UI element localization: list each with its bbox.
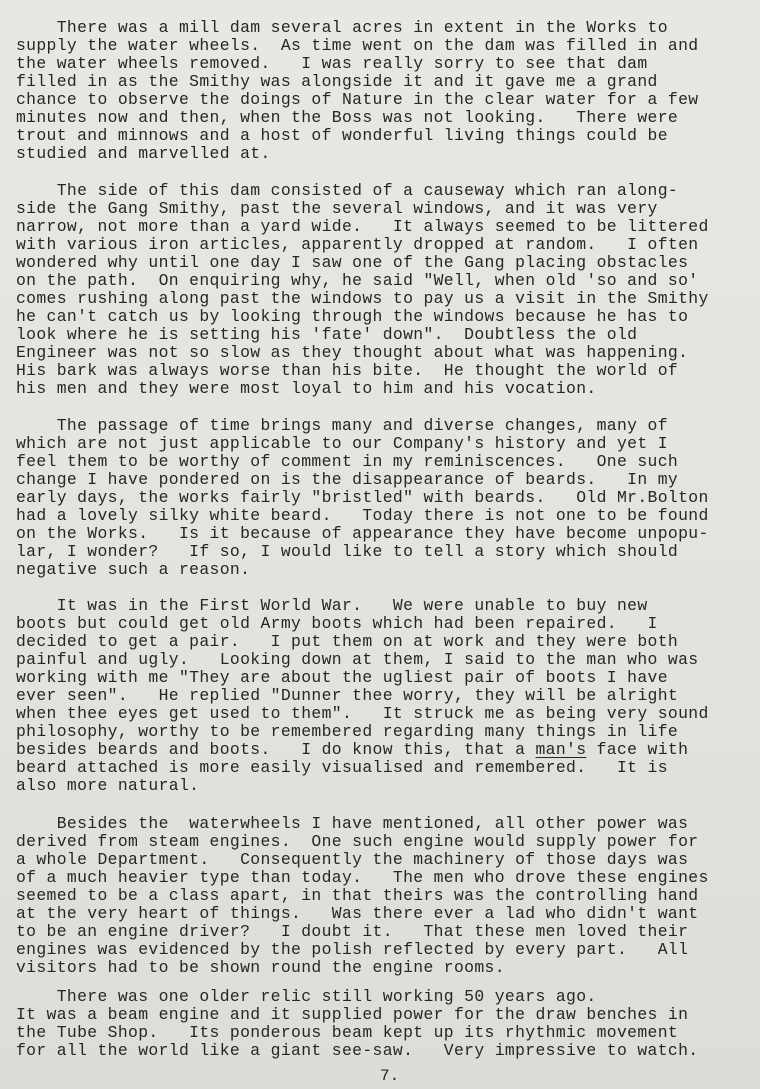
text-line: derived from steam engines. One such engine would supply power for	[16, 832, 699, 851]
text-line: besides beards and boots. I do know this, that a man's face with	[16, 740, 689, 759]
text-line: filled in as the Smithy was alongside it and it gave me a grand	[16, 72, 658, 91]
text-line: studied and marvelled at.	[16, 144, 271, 163]
text-line: negative such a reason.	[16, 560, 251, 579]
text-line: minutes now and then, when the Boss was not looking. There were	[16, 108, 679, 127]
text-line: lar, I wonder? If so, I would like to tell a story which should	[16, 542, 679, 561]
text-line: The side of this dam consisted of a causeway which ran along-	[16, 181, 679, 200]
text-line: There was one older relic still working 50 years ago.	[16, 987, 597, 1006]
text-line: which are not just applicable to our Company's history and yet I	[16, 434, 668, 453]
text-line: It was a beam engine and it supplied power for the draw benches in	[16, 1005, 689, 1024]
text-line: engines was evidenced by the polish reflected by every part. All	[16, 940, 689, 959]
text-line: decided to get a pair. I put them on at work and they were both	[16, 632, 679, 651]
text-line: Engineer was not so slow as they thought about what was happening.	[16, 343, 689, 362]
text-line: seemed to be a class apart, in that theirs was the controlling hand	[16, 886, 699, 905]
text-line: on the Works. Is it because of appearance they have become unpopu-	[16, 524, 709, 543]
text-line: beard attached is more easily visualised and remembered. It is	[16, 758, 668, 777]
text-line: side the Gang Smithy, past the several windows, and it was very	[16, 199, 658, 218]
text-line: narrow, not more than a yard wide. It always seemed to be littered	[16, 217, 709, 236]
text-line: It was in the First World War. We were unable to buy new	[16, 596, 648, 615]
text-line: on the path. On enquiring why, he said "Well, when old 'so and so'	[16, 271, 699, 290]
text-line: boots but could get old Army boots which had been repaired. I	[16, 614, 658, 633]
text-line: working with me "They are about the ugliest pair of boots I have	[16, 668, 668, 687]
text-line: chance to observe the doings of Nature in the clear water for a few	[16, 90, 699, 109]
text-line: to be an engine driver? I doubt it. That these men loved their	[16, 922, 689, 941]
text-line: the water wheels removed. I was really sorry to see that dam	[16, 54, 648, 73]
text-line: His bark was always worse than his bite. He thought the world of	[16, 361, 679, 380]
text-line: supply the water wheels. As time went on the dam was filled in and	[16, 36, 699, 55]
text-line: for all the world like a giant see-saw. Very impressive to watch.	[16, 1041, 699, 1060]
page-number: 7.	[380, 1067, 400, 1085]
text-line: Besides the waterwheels I have mentioned, all other power was	[16, 814, 689, 833]
text-line: of a much heavier type than today. The men who drove these engines	[16, 868, 709, 887]
text-line: at the very heart of things. Was there ever a lad who didn't want	[16, 904, 699, 923]
text-line: early days, the works fairly "bristled" with beards. Old Mr.Bolton	[16, 488, 709, 507]
text-line: look where he is setting his 'fate' down". Doubtless the old	[16, 325, 638, 344]
text-line: There was a mill dam several acres in extent in the Works to	[16, 18, 668, 37]
underlined-word: man's	[535, 740, 587, 759]
text-line: philosophy, worthy to be remembered regarding many things in life	[16, 722, 679, 741]
text-line: change I have pondered on is the disappearance of beards. In my	[16, 470, 679, 489]
text-line: his men and they were most loyal to him and his vocation.	[16, 379, 597, 398]
text-line: The passage of time brings many and diverse changes, many of	[16, 416, 668, 435]
text-line: had a lovely silky white beard. Today there is not one to be found	[16, 506, 709, 525]
text-line: painful and ugly. Looking down at them, I said to the man who was	[16, 650, 699, 669]
text-line: with various iron articles, apparently dropped at random. I often	[16, 235, 699, 254]
text-line: ever seen". He replied "Dunner thee worry, they will be alright	[16, 686, 679, 705]
text-line: he can't catch us by looking through the windows because he has to	[16, 307, 689, 326]
text-line: a whole Department. Consequently the machinery of those days was	[16, 850, 689, 869]
text-line: the Tube Shop. Its ponderous beam kept up its rhythmic movement	[16, 1023, 679, 1042]
text-line: trout and minnows and a host of wonderful living things could be	[16, 126, 668, 145]
text-line: when thee eyes get used to them". It struck me as being very sound	[16, 704, 709, 723]
text-line: comes rushing along past the windows to pay us a visit in the Smithy	[16, 289, 709, 308]
text-line: feel them to be worthy of comment in my reminiscences. One such	[16, 452, 679, 471]
text-line: wondered why until one day I saw one of the Gang placing obstacles	[16, 253, 689, 272]
text-line: visitors had to be shown round the engine rooms.	[16, 958, 505, 977]
text-line: also more natural.	[16, 776, 200, 795]
